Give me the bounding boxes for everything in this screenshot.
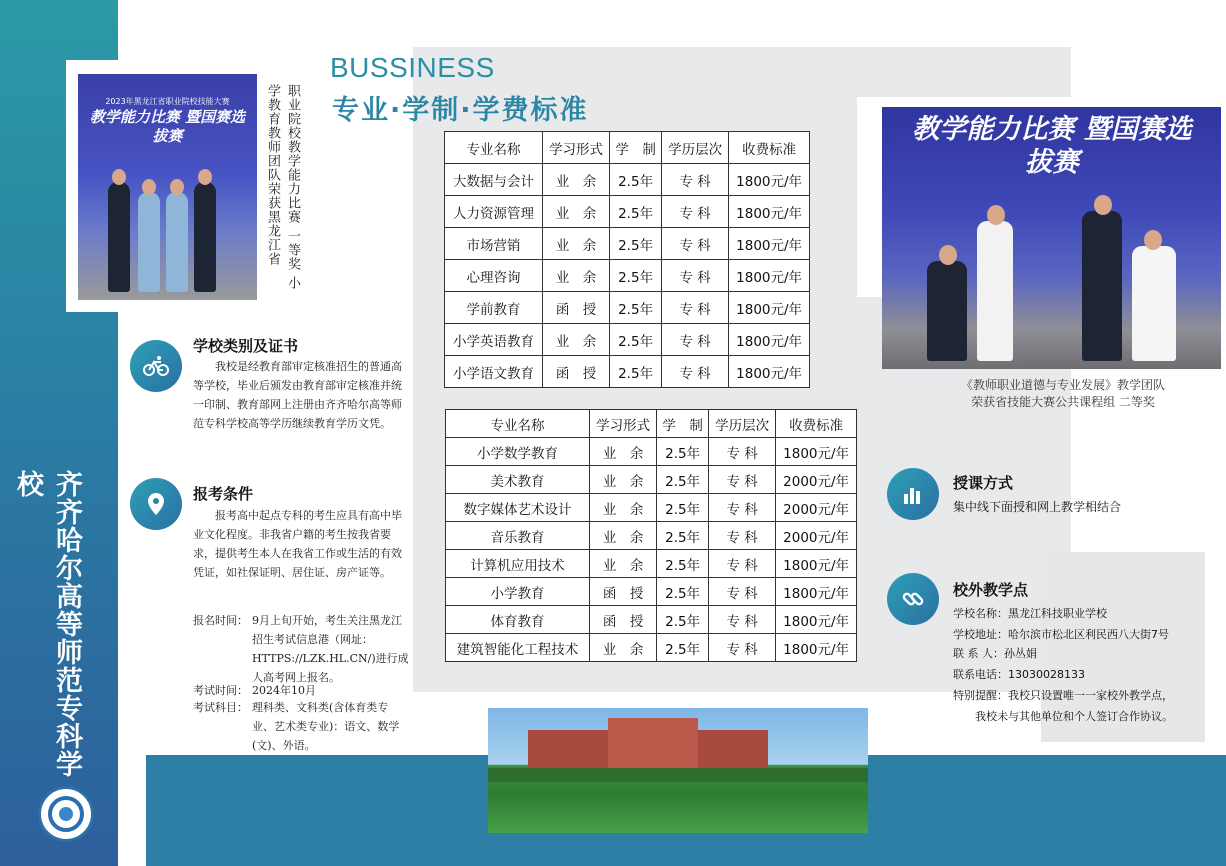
offsite-contact-value: 孙丛娟 [1004,647,1037,660]
school-type-body: 我校是经教育部审定核准招生的普通高等学校，毕业后颁发由教育部审定核准并统一印制、教育部网上注册由齐齐哈尔高等师范专科学校高等学历继续教育学历文凭。 [193,360,402,430]
bar-chart-icon [887,468,939,520]
table-cell: 小学英语教育 [445,324,543,356]
award-photo-right [882,107,1221,369]
table-cell: 2000元/年 [776,466,857,494]
table-header-cell: 学历层次 [662,132,729,164]
person-figure [1132,246,1176,361]
table-header-cell: 学历层次 [709,410,776,438]
table-cell: 业 余 [590,438,657,466]
offsite-name-value: 黑龙江科技职业学校 [1008,607,1107,620]
table-cell: 专 科 [662,324,729,356]
table-row [446,634,857,662]
exam-subject-value: 理科类、文科类(含体育类专业、艺术类专业)：语文、数学(文)、外语。 [252,701,400,752]
conditions-body: 报考高中起点专科的考生应具有高中毕业文化程度。非我省户籍的考生按我省要求，提供考生本人在我省工作或生活的有效凭证，如社保证明、居住证、房产证等。 [193,509,402,579]
table-cell: 函 授 [542,356,609,388]
offsite-notice-line1: 我校只设置唯一一家校外教学点， [1008,689,1173,702]
offsite-phone-value: 13030028133 [1008,668,1085,681]
table-cell: 业 余 [542,324,609,356]
person-figure [166,192,188,292]
table-row [445,324,810,356]
school-logo-icon [38,786,94,842]
table-row [445,292,810,324]
campus-building [608,718,698,775]
table-cell: 美术教育 [446,466,590,494]
table-cell: 2.5年 [610,164,662,196]
table-cell: 函 授 [590,578,657,606]
table-cell: 小学语文教育 [445,356,543,388]
exam-time-value: 2024年10月 [252,684,316,697]
person-head [1094,195,1112,215]
table-cell: 业 余 [590,550,657,578]
table-cell: 业 余 [590,466,657,494]
person-figure [108,182,130,292]
left-photo-caption: 职业院校教学能力比赛 一等奖 小学教育教师团队荣获黑龙江省 [265,84,300,291]
table-cell: 1800元/年 [729,324,810,356]
table-cell: 2000元/年 [776,522,857,550]
table-cell: 专 科 [709,494,776,522]
table-cell: 市场营销 [445,228,543,260]
table-cell: 1800元/年 [776,578,857,606]
table-row [445,228,810,260]
fee-table-1-body [445,164,810,388]
table-cell: 专 科 [662,164,729,196]
table-cell: 2.5年 [610,324,662,356]
offsite-contact-label: 联 系 人： [953,647,1004,660]
person-figure [927,261,967,361]
person-head [987,205,1005,225]
table-cell: 专 科 [662,260,729,292]
table-cell: 专 科 [662,356,729,388]
person-head [170,179,184,195]
award-photo-left [78,74,257,300]
table-cell: 2.5年 [657,606,709,634]
table-header-cell: 学 制 [610,132,662,164]
location-pin-icon [130,478,182,530]
table-cell: 1800元/年 [776,606,857,634]
offsite-phone-row [953,666,1085,682]
offsite-phone-label: 联系电话： [953,668,1008,681]
table-cell: 业 余 [542,260,609,292]
table-header-cell: 学 制 [657,410,709,438]
table-header-cell: 学习形式 [590,410,657,438]
table-cell: 体育教育 [446,606,590,634]
table-cell: 2000元/年 [776,494,857,522]
table-cell: 2.5年 [610,228,662,260]
person-figure [1082,211,1122,361]
fee-table-1 [444,131,810,388]
table-cell: 业 余 [590,522,657,550]
table-header-row [445,132,810,164]
table-header-cell: 收费标准 [729,132,810,164]
table-row [446,494,857,522]
table-cell: 计算机应用技术 [446,550,590,578]
teaching-title: 授课方式 [953,474,1014,492]
offsite-notice-line2: 我校未与其他单位和个人签订合作协议。 [975,710,1173,723]
table-cell: 2.5年 [657,466,709,494]
right-photo-caption [920,377,1206,411]
table-cell: 数字媒体艺术设计 [446,494,590,522]
table-cell: 业 余 [542,164,609,196]
table-header-cell: 专业名称 [446,410,590,438]
person-head [939,245,957,265]
person-figure [138,192,160,292]
table-header-cell: 收费标准 [776,410,857,438]
caption-line: 《教师职业道德与专业发展》教学团队 [960,378,1165,392]
reg-time-value: 9月上旬开始，考生关注黑龙江招生考试信息港（网址：HTTPS://LZK.HL.CN/)进行成人高考网上报名。 [252,614,409,684]
table-cell: 人力资源管理 [445,196,543,228]
exam-time-label: 考试时间： [193,684,248,697]
table-row [445,164,810,196]
photo-banner-main: 教学能力比赛 暨国赛选拔赛 [89,108,246,145]
table-cell: 1800元/年 [729,292,810,324]
reg-time-label: 报名时间： [193,614,248,627]
table-cell: 函 授 [590,606,657,634]
offsite-address-label: 学校地址： [953,628,1008,641]
table-cell: 函 授 [542,292,609,324]
photo-banner-small: 2023年黑龙江省职业院校技能大赛 [105,97,230,106]
person-figure [977,221,1013,361]
person-head [1144,230,1162,250]
table-cell: 1800元/年 [729,356,810,388]
table-row [446,438,857,466]
table-cell: 专 科 [709,522,776,550]
table-row [446,522,857,550]
table-cell: 1800元/年 [776,550,857,578]
table-cell: 专 科 [709,438,776,466]
table-cell: 1800元/年 [776,634,857,662]
table-cell: 2.5年 [657,578,709,606]
table-row [446,550,857,578]
caption-line: 荣获省技能大赛公共课程组 二等奖 [971,395,1155,409]
teaching-body: 集中线下面授和网上教学相结合 [953,500,1122,514]
offsite-name-label: 学校名称： [953,607,1008,620]
photo-banner-main: 教学能力比赛 暨国赛选拔赛 [912,114,1192,178]
campus-photo [488,708,868,833]
table-row [446,606,857,634]
table-cell: 2.5年 [610,260,662,292]
table-cell: 专 科 [662,228,729,260]
table-cell: 学前教育 [445,292,543,324]
offsite-notice-label: 特别提醒： [953,689,1008,702]
table-cell: 专 科 [709,606,776,634]
table-cell: 2.5年 [610,292,662,324]
person-figure [194,182,216,292]
school-name-vertical: 齐齐哈尔高等师范专科学校 [12,470,82,778]
table-cell: 业 余 [542,228,609,260]
table-header-cell: 学习形式 [542,132,609,164]
table-cell: 2.5年 [610,356,662,388]
fee-table-2 [445,409,857,662]
offsite-address-row [953,626,1169,642]
person-head [112,169,126,185]
campus-trees [488,768,868,782]
table-cell: 专 科 [662,292,729,324]
table-cell: 专 科 [709,634,776,662]
person-head [142,179,156,195]
school-type-title: 学校类别及证书 [193,337,299,355]
table-row [445,196,810,228]
table-cell: 业 余 [590,494,657,522]
table-header-cell: 专业名称 [445,132,543,164]
table-header-row [446,410,857,438]
offsite-name-row [953,605,1107,621]
table-cell: 大数据与会计 [445,164,543,196]
table-row [445,260,810,292]
bicycle-icon [130,340,182,392]
table-cell: 心理咨询 [445,260,543,292]
offsite-notice-row [953,687,1173,703]
table-row [446,578,857,606]
table-cell: 1800元/年 [729,196,810,228]
conditions-title: 报考条件 [193,485,254,503]
table-cell: 音乐教育 [446,522,590,550]
table-cell: 小学数学教育 [446,438,590,466]
table-cell: 专 科 [709,578,776,606]
table-cell: 专 科 [662,196,729,228]
offsite-title: 校外教学点 [953,581,1029,599]
page-title: 专业·学制·学费标准 [332,95,589,126]
link-icon [887,573,939,625]
table-cell: 小学教育 [446,578,590,606]
table-cell: 2.5年 [657,550,709,578]
table-cell: 业 余 [590,634,657,662]
table-cell: 2.5年 [657,494,709,522]
table-cell: 1800元/年 [776,438,857,466]
table-cell: 建筑智能化工程技术 [446,634,590,662]
table-cell: 业 余 [542,196,609,228]
table-cell: 1800元/年 [729,164,810,196]
offsite-contact-row [953,645,1037,661]
table-row [445,356,810,388]
table-cell: 2.5年 [657,438,709,466]
table-cell: 2.5年 [657,634,709,662]
table-cell: 专 科 [709,550,776,578]
bussiness-heading: BUSSINESS [330,52,495,83]
offsite-address-value: 哈尔滨市松北区利民西八大街7号 [1008,628,1169,641]
exam-subject-label: 考试科目： [193,701,248,714]
person-head [198,169,212,185]
table-cell: 2.5年 [610,196,662,228]
table-cell: 专 科 [709,466,776,494]
table-cell: 2.5年 [657,522,709,550]
table-cell: 1800元/年 [729,228,810,260]
fee-table-2-body [446,438,857,662]
table-row [446,466,857,494]
table-cell: 1800元/年 [729,260,810,292]
